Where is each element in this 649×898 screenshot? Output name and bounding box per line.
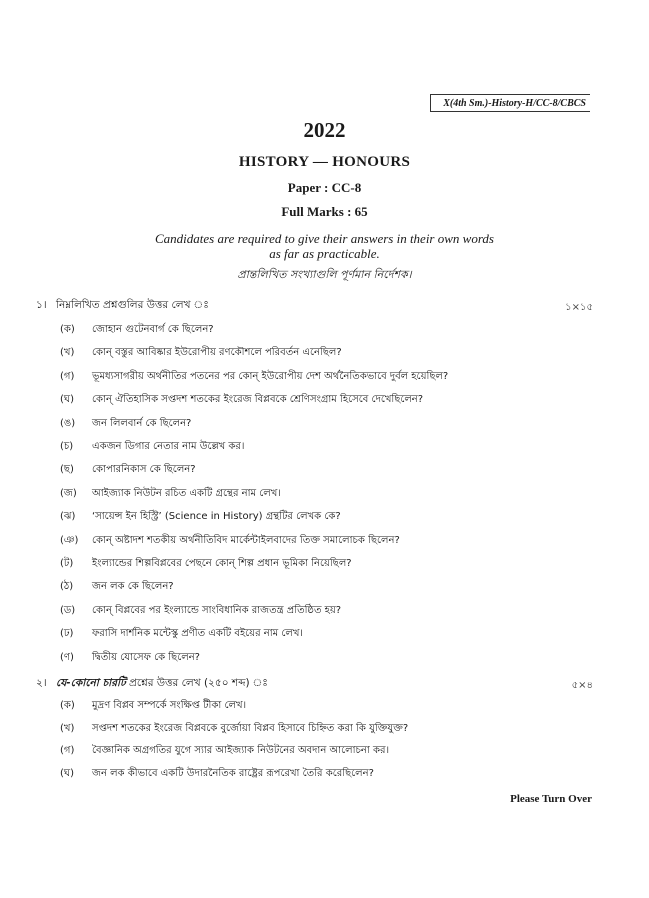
exam-year: 2022 xyxy=(303,118,346,142)
q2-item xyxy=(60,698,246,715)
q1-item-text: কোন্‌ বস্তুর আবিষ্কার ইউরোপীয় রণকৌশলে পরিবর্তন এনেছিল? xyxy=(92,347,342,359)
q2-item xyxy=(60,766,374,783)
question-2-marks: ৫×৪ xyxy=(571,680,593,691)
q1-item-text: ‘সায়েন্স ইন হিস্ট্রি’ (Science in History) গ্রন্থটির লেখক কে? xyxy=(92,511,341,523)
q1-item-label: (খ) xyxy=(60,347,75,359)
question-1-title: নিম্নলিখিত প্রশ্নগুলির উত্তর লেখ ঃ xyxy=(56,299,209,311)
q1-item xyxy=(60,579,174,596)
full-marks: Full Marks : 65 xyxy=(281,204,368,219)
q2-item xyxy=(60,743,389,760)
q1-item-label: (জ) xyxy=(60,487,77,499)
q1-item xyxy=(60,416,191,433)
q1-item-text: আইজ্যাক নিউটন রচিত একটি গ্রন্থের নাম লেখ। xyxy=(92,487,281,499)
q1-item-label: (ঝ) xyxy=(60,511,76,523)
q2-item-text: সপ্তদশ শতকের ইংরেজ বিপ্লবকে বুর্জোয়া বিপ্লব হিসাবে চিহ্নিত করা কি যুক্তিযুক্ত? xyxy=(92,722,409,734)
question-1-heading xyxy=(36,298,209,315)
q2-item-label: (গ) xyxy=(60,745,75,756)
subject-title: HISTORY — HONOURS xyxy=(238,154,411,170)
paper-number: Paper : CC-8 xyxy=(287,180,362,195)
q1-item-text: জন লক কে ছিলেন? xyxy=(92,581,174,593)
q2-item-label: (ক) xyxy=(60,700,75,711)
question-2-number: ২। xyxy=(36,677,47,689)
q1-item-text: জোহান গুটেনবার্গ কে ছিলেন? xyxy=(92,324,214,335)
q1-item xyxy=(60,392,423,409)
q1-item-label: (ঘ) xyxy=(60,394,74,406)
q2-item-text: মুদ্রণ বিপ্লব সম্পর্কে সংক্ষিপ্ত টীকা লেখ। xyxy=(92,700,247,711)
q1-item xyxy=(60,556,352,573)
q1-item-label: (গ) xyxy=(60,370,75,382)
q1-item-text: দ্বিতীয় যোসেফ কে ছিলেন? xyxy=(92,651,200,663)
q2-item-label: (খ) xyxy=(60,722,75,734)
q1-item-label: (ট) xyxy=(60,558,74,569)
q1-item-label: (ণ) xyxy=(60,651,74,663)
q1-item-text: কোন্‌ ঐতিহাসিক সপ্তদশ শতকের ইংরেজ বিপ্লবকে শ্রেণিসংগ্রাম হিসেবে দেখেছিলেন? xyxy=(92,394,424,406)
q1-item xyxy=(60,533,400,550)
q1-item-text: ভূমধ্যসাগরীয় অর্থনীতির পতনের পর কোন্‌ ইউরোপীয় দেশ অর্থনৈতিকভাবে দুর্বল হয়েছিল? xyxy=(92,370,449,382)
q1-item-label: (ঢ) xyxy=(60,628,74,640)
q1-item-text: ইংল্যান্ডের শিল্পবিপ্লবের পেছনে কোন্‌ শিল্প প্রধান ভূমিকা নিয়েছিল? xyxy=(92,558,352,569)
paper-code: X(4th Sm.)-History-H/CC-8/CBCS xyxy=(430,94,590,112)
q2-item-label: (ঘ) xyxy=(60,767,74,779)
q1-item xyxy=(60,322,214,339)
q2-item xyxy=(60,721,408,738)
q1-item-text: ফরাসি দার্শনিক মন্টেস্কু প্রণীত একটি বইয়ের নাম লেখ। xyxy=(92,628,304,640)
q1-item xyxy=(60,486,281,503)
q2-item-text: বৈজ্ঞানিক অগ্রগতির যুগে স্যার আইজ্যাক নিউটনের অবদান আলোচনা কর। xyxy=(92,745,390,756)
question-2-heading xyxy=(36,676,268,693)
q1-item xyxy=(60,345,342,362)
q1-item-text: জন লিলবার্ন কে ছিলেন? xyxy=(92,417,192,429)
question-2-title-bold: যে-কোনো চারটি xyxy=(56,677,126,689)
q1-item-label: (ছ) xyxy=(60,464,74,476)
q1-item-text: একজন ডিগার নেতার নাম উল্লেখ কর। xyxy=(92,441,245,452)
q2-item-text: জন লক কীভাবে একটি উদারনৈতিক রাষ্ট্রের রূপরেখা তৈরি করেছিলেন? xyxy=(92,767,374,779)
q1-item-label: (ঙ) xyxy=(60,417,76,429)
q1-item xyxy=(60,509,341,526)
q1-item xyxy=(60,462,196,479)
q1-item xyxy=(60,626,303,643)
q1-item xyxy=(60,603,341,620)
q1-item-text: কোন্‌ অষ্টাদশ শতকীয় অর্থনীতিবিদ মার্কেন্টাইলবাদের তিক্ত সমালোচক ছিলেন? xyxy=(92,534,400,546)
q1-item xyxy=(60,439,245,456)
instruction-line-2: as far as practicable. xyxy=(269,246,380,261)
please-turn-over: Please Turn Over xyxy=(510,793,592,805)
q1-item xyxy=(60,369,448,386)
instruction-line-3: প্রান্তলিখিত সংখ্যাগুলি পূর্ণমান নির্দেশক। xyxy=(237,268,412,281)
q1-item-text: কোন্‌ বিপ্লবের পর ইংল্যান্ডে সাংবিধানিক রাজতন্ত্র প্রতিষ্ঠিত হয়? xyxy=(92,604,342,616)
q1-item-label: (চ) xyxy=(60,441,74,452)
q1-item xyxy=(60,650,200,667)
q1-item-text: কোপারনিকাস কে ছিলেন? xyxy=(92,464,196,476)
instruction-line-1: Candidates are required to give their answers in their own words xyxy=(155,231,494,246)
q1-item-label: (ঞ) xyxy=(60,534,79,546)
q1-item-label: (ড) xyxy=(60,604,76,616)
question-1-number: ১। xyxy=(36,299,47,311)
question-2-title-rest: প্রশ্নের উত্তর লেখ (২৫০ শব্দ) ঃ xyxy=(125,677,268,689)
q1-item-label: (ঠ) xyxy=(60,581,74,593)
q1-item-label: (ক) xyxy=(60,324,75,335)
question-1-marks: ১×১৫ xyxy=(565,302,593,313)
